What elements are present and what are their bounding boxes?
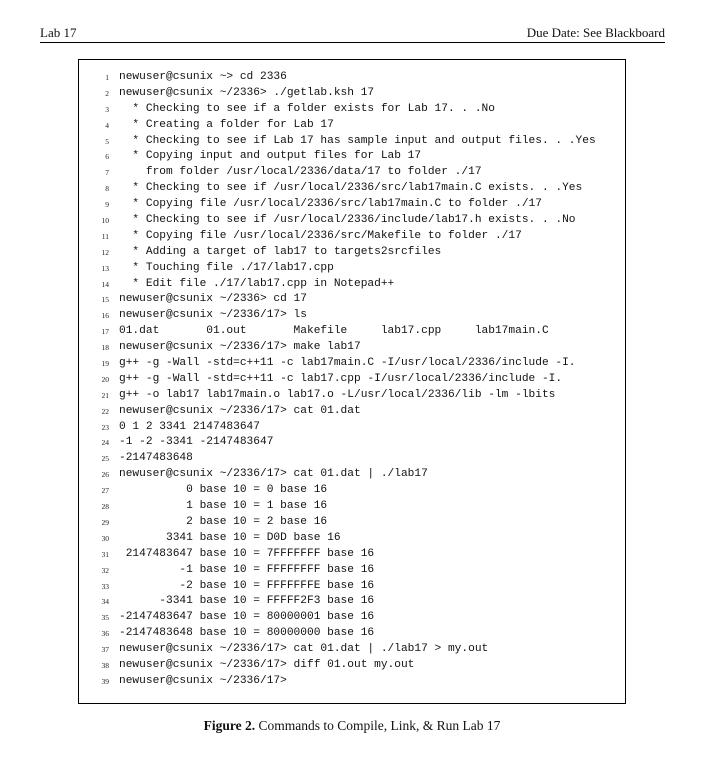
line-number: 19 bbox=[101, 359, 109, 369]
line-number: 16 bbox=[101, 311, 109, 321]
line-number: 31 bbox=[101, 549, 109, 559]
code-text: 0 base 10 = 0 base 16 bbox=[119, 484, 328, 497]
line-number: 35 bbox=[101, 613, 109, 623]
line-number: 1 bbox=[105, 73, 109, 82]
code-text: g++ -o lab17 lab17main.o lab17.o -L/usr/local/2336/lib -lm -lbits bbox=[119, 388, 556, 401]
code-line bbox=[79, 610, 625, 626]
code-text: * Checking to see if a folder exists for Lab 17. . .No bbox=[119, 102, 495, 115]
code-line bbox=[79, 324, 625, 340]
line-number: 39 bbox=[101, 676, 109, 686]
line-number: 29 bbox=[101, 517, 109, 527]
code-text: newuser@csunix ~/2336/17> bbox=[119, 674, 287, 687]
code-line bbox=[79, 229, 625, 245]
line-number: 27 bbox=[101, 486, 109, 496]
code-text: * Touching file ./17/lab17.cpp bbox=[119, 261, 334, 274]
code-text: * Copying file /usr/local/2336/src/Makefile to folder ./17 bbox=[119, 229, 522, 242]
code-text: -2147483647 base 10 = 80000001 base 16 bbox=[119, 611, 375, 624]
code-text: from folder /usr/local/2336/data/17 to folder ./17 bbox=[119, 166, 482, 179]
line-number: 30 bbox=[101, 533, 109, 543]
line-number: 10 bbox=[101, 216, 109, 226]
line-number: 12 bbox=[101, 247, 109, 257]
line-number: 23 bbox=[101, 422, 109, 432]
code-text: -1 -2 -3341 -2147483647 bbox=[119, 436, 274, 449]
code-text: newuser@csunix ~/2336/17> diff 01.out my.out bbox=[119, 658, 415, 671]
code-line bbox=[79, 388, 625, 404]
line-number: 28 bbox=[101, 502, 109, 512]
code-line bbox=[79, 356, 625, 372]
line-number: 37 bbox=[101, 645, 109, 655]
line-number: 5 bbox=[105, 136, 109, 146]
code-line bbox=[79, 658, 625, 674]
code-text: newuser@csunix ~/2336/17> cat 01.dat | ./lab17 bbox=[119, 468, 428, 481]
code-line bbox=[79, 292, 625, 308]
code-line bbox=[79, 451, 625, 467]
code-line bbox=[79, 499, 625, 515]
code-line bbox=[79, 372, 625, 388]
line-number: 38 bbox=[101, 660, 109, 670]
header-due-date: Due Date: See Blackboard bbox=[526, 25, 665, 40]
figure-caption bbox=[0, 718, 704, 734]
code-line bbox=[79, 308, 625, 324]
code-line bbox=[79, 563, 625, 579]
code-line bbox=[79, 197, 625, 213]
code-text: * Adding a target of lab17 to targets2srcfiles bbox=[119, 245, 442, 258]
code-text: newuser@csunix ~/2336/17> cat 01.dat bbox=[119, 404, 361, 417]
code-text: newuser@csunix ~/2336> ./getlab.ksh 17 bbox=[119, 86, 375, 99]
line-number: 9 bbox=[105, 200, 109, 210]
code-line bbox=[79, 626, 625, 642]
code-text: * Checking to see if Lab 17 has sample input and output files. . .Yes bbox=[119, 134, 596, 147]
line-number: 26 bbox=[101, 470, 109, 480]
code-line bbox=[79, 420, 625, 436]
code-line bbox=[79, 404, 625, 420]
code-text: newuser@csunix ~/2336> cd 17 bbox=[119, 293, 307, 306]
line-number: 22 bbox=[101, 406, 109, 416]
code-line bbox=[79, 547, 625, 563]
line-number: 34 bbox=[101, 597, 109, 607]
code-line bbox=[79, 86, 625, 102]
code-text: * Creating a folder for Lab 17 bbox=[119, 118, 334, 131]
code-line bbox=[79, 245, 625, 261]
code-line bbox=[79, 579, 625, 595]
code-text: * Checking to see if /usr/local/2336/src/lab17main.C exists. . .Yes bbox=[119, 182, 583, 195]
code-text: * Copying file /usr/local/2336/src/lab17main.C to folder ./17 bbox=[119, 198, 542, 211]
code-line bbox=[79, 134, 625, 150]
line-number: 25 bbox=[101, 454, 109, 464]
line-number: 36 bbox=[101, 629, 109, 639]
code-listing-box bbox=[78, 59, 626, 704]
line-number: 21 bbox=[101, 390, 109, 400]
line-number: 20 bbox=[101, 374, 109, 384]
code-line bbox=[79, 594, 625, 610]
code-text: g++ -g -Wall -std=c++11 -c lab17.cpp -I/usr/local/2336/include -I. bbox=[119, 372, 563, 385]
code-text: 0 1 2 3341 2147483647 bbox=[119, 420, 260, 433]
code-text: -1 base 10 = FFFFFFFF base 16 bbox=[119, 563, 375, 576]
line-number: 33 bbox=[101, 581, 109, 591]
code-line bbox=[79, 642, 625, 658]
code-line bbox=[79, 213, 625, 229]
line-number: 3 bbox=[105, 104, 109, 114]
code-text: g++ -g -Wall -std=c++11 -c lab17main.C -I/usr/local/2336/include -I. bbox=[119, 357, 576, 370]
code-line bbox=[79, 467, 625, 483]
line-number: 2 bbox=[105, 88, 109, 98]
code-text: 01.dat 01.out Makefile lab17.cpp lab17main.C bbox=[119, 325, 549, 338]
line-number: 18 bbox=[101, 343, 109, 353]
code-line bbox=[79, 277, 625, 293]
line-number: 17 bbox=[101, 327, 109, 337]
code-text: 2 base 10 = 2 base 16 bbox=[119, 515, 328, 528]
code-text: -2147483648 base 10 = 80000000 base 16 bbox=[119, 627, 375, 640]
line-number: 15 bbox=[101, 295, 109, 305]
figure-caption-text: Commands to Compile, Link, & Run Lab 17 bbox=[258, 718, 501, 733]
line-number: 13 bbox=[101, 263, 109, 273]
line-number: 11 bbox=[101, 231, 109, 241]
header-lab-title: Lab 17 bbox=[40, 25, 77, 40]
code-line bbox=[79, 149, 625, 165]
code-line bbox=[79, 102, 625, 118]
code-text: -2147483648 bbox=[119, 452, 193, 465]
code-text: newuser@csunix ~/2336/17> ls bbox=[119, 309, 307, 322]
code-line bbox=[79, 515, 625, 531]
figure-label: Figure 2. bbox=[203, 718, 256, 733]
code-text: 3341 base 10 = D0D base 16 bbox=[119, 531, 341, 544]
code-line bbox=[79, 531, 625, 547]
line-number: 8 bbox=[105, 184, 109, 194]
code-line bbox=[79, 483, 625, 499]
code-text: newuser@csunix ~/2336/17> cat 01.dat | ./lab17 > my.out bbox=[119, 643, 489, 656]
code-line bbox=[79, 118, 625, 134]
line-number: 6 bbox=[105, 152, 109, 162]
code-text: * Edit file ./17/lab17.cpp in Notepad++ bbox=[119, 277, 395, 290]
code-line bbox=[79, 261, 625, 277]
line-number: 14 bbox=[101, 279, 109, 289]
code-line bbox=[79, 340, 625, 356]
code-line bbox=[79, 70, 625, 86]
code-line bbox=[79, 674, 625, 690]
line-number: 24 bbox=[101, 438, 109, 448]
code-listing bbox=[79, 70, 625, 690]
code-text: 2147483647 base 10 = 7FFFFFFF base 16 bbox=[119, 547, 375, 560]
code-line bbox=[79, 181, 625, 197]
code-text: -3341 base 10 = FFFFF2F3 base 16 bbox=[119, 595, 375, 608]
line-number: 4 bbox=[105, 120, 109, 130]
line-number: 32 bbox=[101, 565, 109, 575]
code-text: * Copying input and output files for Lab 17 bbox=[119, 150, 422, 163]
page-header bbox=[40, 26, 665, 43]
code-line bbox=[79, 435, 625, 451]
code-text: 1 base 10 = 1 base 16 bbox=[119, 500, 328, 513]
code-text: * Checking to see if /usr/local/2336/include/lab17.h exists. . .No bbox=[119, 214, 576, 227]
code-line bbox=[79, 165, 625, 181]
line-number: 7 bbox=[105, 168, 109, 178]
code-text: newuser@csunix ~/2336/17> make lab17 bbox=[119, 341, 361, 354]
code-text: -2 base 10 = FFFFFFFE base 16 bbox=[119, 579, 375, 592]
code-text: newuser@csunix ~> cd 2336 bbox=[119, 71, 287, 83]
